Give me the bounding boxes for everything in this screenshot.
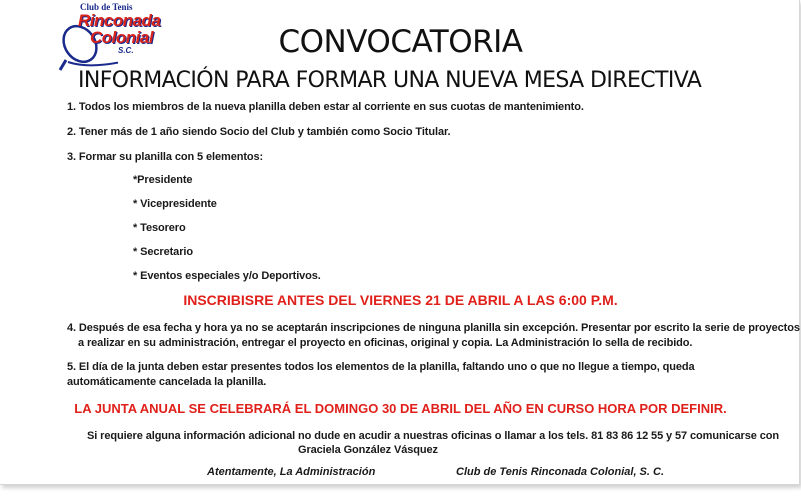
role-events: * Eventos especiales y/o Deportivos. [133,270,321,282]
role-treasurer: * Tesorero [133,222,186,234]
requirement-1: 1. Todos los miembros de la nueva planilla deben estar al corriente en sus cuotas de mantenimiento. [67,101,584,113]
deadline-notice: INSCRIBISRE ANTES DEL VIERNES 21 DE ABRIL A LAS 6:00 P.M. [183,292,618,308]
page-subtitle: INFORMACIÓN PARA FORMAR UNA NUEVA MESA DIRECTIVA [78,68,702,93]
logo-top-text: Club de Tenis [80,2,133,12]
requirement-5-line-1: 5. El día de la junta deben estar presentes todos los elementos de la planilla, faltando uno o que no llegue a tiempo, queda [67,361,695,373]
logo-suffix: S.C. [118,46,134,55]
role-president: *Presidente [133,174,193,186]
contact-line-2: Graciela González Vásquez [298,444,438,456]
requirement-2: 2. Tener más de 1 año siendo Socio del Club y también como Socio Titular. [67,126,451,138]
requirement-4-line-1: 4. Después de esa fecha y hora ya no se aceptarán inscripciones de ninguna planilla sin excepción. Presentar por escrito la serie de proyectos [67,322,800,334]
footer-signature-left: Atentamente, La Administración [207,466,376,478]
logo-line-2: Colonial [90,28,154,47]
meeting-notice: LA JUNTA ANUAL SE CELEBRARÁ EL DOMINGO 30 DE ABRIL DEL AÑO EN CURSO HORA POR DEFINIR. [74,401,727,416]
logo-line-1: Rinconada [78,11,161,30]
role-secretary: * Secretario [133,246,193,258]
contact-line-1: Si requiere alguna información adicional no dude en acudir a nuestras oficinas o llamar a los tels. 81 83 86 12 55 y 57 comunicarse con [87,430,779,442]
requirement-5-line-2: automáticamente cancelada la planilla. [67,376,267,388]
requirement-4-line-2: a realizar en su administración, entregar el proyecto en oficinas, original y copia. La Administración lo sella de recibido. [78,337,693,349]
footer-signature-right: Club de Tenis Rinconada Colonial, S. C. [456,466,665,478]
role-vice-president: * Vicepresidente [133,198,217,210]
page-title: CONVOCATORIA [278,24,523,60]
requirement-3: 3. Formar su planilla con 5 elementos: [67,151,264,163]
